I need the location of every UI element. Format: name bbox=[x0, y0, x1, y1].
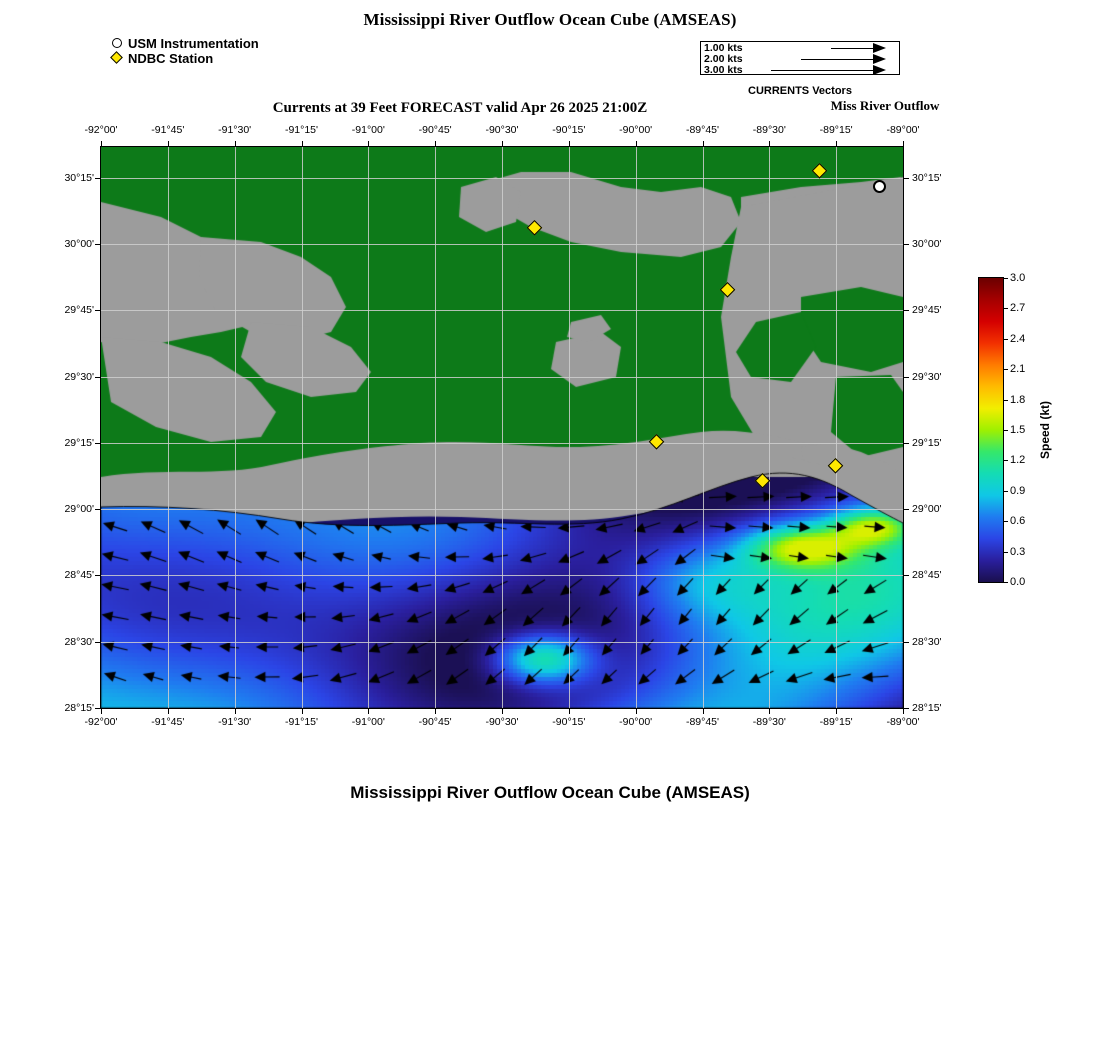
page-title: Mississippi River Outflow Ocean Cube (AMSEAS) bbox=[363, 10, 737, 29]
y-axis-tick-label: 30°15' bbox=[912, 171, 942, 184]
x-axis-tick-mark bbox=[302, 709, 303, 714]
x-axis-tick-label: -91°15' bbox=[284, 716, 319, 728]
colorbar-tick-mark bbox=[1004, 339, 1008, 340]
colorbar-tick-mark bbox=[1004, 400, 1008, 401]
x-axis-tick-mark bbox=[168, 141, 169, 146]
y-axis-tick-mark bbox=[95, 443, 100, 444]
gridline-vertical bbox=[769, 147, 770, 708]
y-axis-tick-mark bbox=[95, 509, 100, 510]
x-axis-tick-label: -90°15' bbox=[552, 124, 586, 136]
x-axis-tick-mark bbox=[435, 141, 436, 146]
vector-key-label-3: 3.00 kts bbox=[704, 64, 743, 76]
x-axis-tick-mark bbox=[235, 709, 236, 714]
x-axis-tick-label: -91°45' bbox=[151, 124, 185, 136]
y-axis-tick-label: 30°00' bbox=[912, 238, 942, 251]
y-axis-tick-label: 29°00' bbox=[64, 503, 94, 516]
legend-label-usm: USM Instrumentation bbox=[128, 36, 259, 51]
x-axis-tick-mark bbox=[836, 141, 837, 146]
x-axis-tick-label: -90°00' bbox=[619, 716, 653, 728]
gridline-vertical bbox=[368, 147, 369, 708]
y-axis-tick-label: 29°15' bbox=[912, 436, 942, 449]
legend-item-ndbc bbox=[110, 51, 259, 66]
colorbar-tick-label: 2.1 bbox=[1010, 363, 1026, 376]
x-axis-tick-label: -91°30' bbox=[218, 124, 252, 136]
y-axis-tick-label: 30°15' bbox=[64, 171, 94, 184]
gridline-horizontal bbox=[101, 244, 903, 245]
station-legend bbox=[110, 36, 259, 66]
gridline-vertical bbox=[636, 147, 637, 708]
y-axis-tick-label: 28°15' bbox=[64, 702, 94, 714]
colorbar-tick-label: 2.7 bbox=[1010, 302, 1026, 315]
y-axis-tick-mark bbox=[904, 443, 909, 444]
x-axis-tick-label: -89°15' bbox=[819, 124, 853, 136]
colorbar-tick-label: 1.8 bbox=[1010, 393, 1026, 406]
x-axis-tick-label: -90°15' bbox=[552, 716, 586, 728]
x-axis-tick-mark bbox=[636, 141, 637, 146]
x-axis-tick-label: -91°00' bbox=[351, 124, 385, 136]
x-axis-tick-label: -90°00' bbox=[619, 124, 653, 136]
colorbar-tick-label: 0.3 bbox=[1010, 545, 1026, 558]
x-axis-tick-label: -90°45' bbox=[418, 716, 452, 728]
x-axis-tick-label: -90°30' bbox=[485, 716, 519, 728]
circle-marker-icon bbox=[110, 36, 128, 51]
gridline-vertical bbox=[703, 147, 704, 708]
vector-scale-key bbox=[700, 41, 900, 75]
legend-label-ndbc: NDBC Station bbox=[128, 51, 214, 66]
y-axis-tick-mark bbox=[904, 642, 909, 643]
x-axis-tick-mark bbox=[569, 141, 570, 146]
x-axis-tick-mark bbox=[368, 141, 369, 146]
y-axis-tick-mark bbox=[95, 642, 100, 643]
colorbar-tick-mark bbox=[1004, 552, 1008, 553]
y-axis-tick-mark bbox=[904, 509, 909, 510]
colorbar-gradient bbox=[978, 277, 1004, 583]
y-axis-tick-label: 29°30' bbox=[64, 370, 94, 383]
gridline-vertical bbox=[302, 147, 303, 708]
colorbar-tick-mark bbox=[1004, 278, 1008, 279]
colorbar-tick-label: 0.6 bbox=[1010, 515, 1026, 528]
gridline-horizontal bbox=[101, 443, 903, 444]
x-axis-tick-label: -89°30' bbox=[752, 124, 786, 136]
y-axis-tick-mark bbox=[95, 575, 100, 576]
x-axis-tick-mark bbox=[569, 709, 570, 714]
legend-item-usm bbox=[110, 36, 259, 51]
gridline-vertical bbox=[836, 147, 837, 708]
y-axis-tick-mark bbox=[904, 178, 909, 179]
colorbar-tick-label: 0.9 bbox=[1010, 484, 1026, 497]
colorbar-tick-mark bbox=[1004, 491, 1008, 492]
product-label: Miss River Outflow bbox=[830, 98, 940, 113]
x-axis-tick-mark bbox=[636, 709, 637, 714]
usm-instrumentation-marker[interactable] bbox=[873, 180, 886, 193]
x-axis-tick-mark bbox=[435, 709, 436, 714]
x-axis-tick-label: -91°45' bbox=[151, 716, 185, 728]
y-axis-tick-label: 28°45' bbox=[64, 569, 94, 582]
x-axis-tick-label: -90°45' bbox=[418, 124, 452, 136]
x-axis-tick-label: -91°00' bbox=[351, 716, 385, 728]
gridline-horizontal bbox=[101, 575, 903, 576]
gridline-vertical bbox=[235, 147, 236, 708]
x-axis-tick-mark bbox=[235, 141, 236, 146]
gridline-horizontal bbox=[101, 509, 903, 510]
map-plot-area[interactable] bbox=[100, 146, 904, 709]
y-axis-tick-label: 29°45' bbox=[912, 304, 942, 317]
gridline-horizontal bbox=[101, 642, 903, 643]
y-axis-tick-mark bbox=[904, 708, 909, 709]
colorbar-tick-mark bbox=[1004, 582, 1008, 583]
y-axis-tick-label: 29°45' bbox=[64, 304, 94, 317]
x-axis-tick-mark bbox=[101, 141, 102, 146]
colorbar-tick-mark bbox=[1004, 369, 1008, 370]
gridline-vertical bbox=[569, 147, 570, 708]
colorbar-tick-label: 1.2 bbox=[1010, 454, 1026, 467]
y-axis-tick-label: 29°00' bbox=[912, 503, 942, 516]
x-axis-tick-label: -89°30' bbox=[752, 716, 786, 728]
y-axis-tick-mark bbox=[95, 377, 100, 378]
x-axis-tick-label: -91°15' bbox=[284, 124, 319, 136]
x-axis-tick-mark bbox=[502, 141, 503, 146]
x-axis-tick-mark bbox=[302, 141, 303, 146]
y-axis-tick-mark bbox=[95, 178, 100, 179]
x-axis-tick-label: -92°00' bbox=[84, 124, 118, 136]
x-axis-tick-mark bbox=[903, 709, 904, 714]
y-axis-tick-label: 28°45' bbox=[912, 569, 942, 582]
colorbar-tick-label: 0.0 bbox=[1010, 576, 1026, 588]
x-axis-tick-mark bbox=[703, 709, 704, 714]
y-axis-tick-mark bbox=[904, 310, 909, 311]
colorbar-tick-mark bbox=[1004, 430, 1008, 431]
x-axis-tick-mark bbox=[903, 141, 904, 146]
vector-key-row-3 bbox=[701, 65, 901, 76]
x-axis-tick-mark bbox=[703, 141, 704, 146]
vector-key-label-1: 1.00 kts bbox=[704, 42, 743, 54]
x-axis-tick-mark bbox=[836, 709, 837, 714]
x-axis-tick-label: -89°45' bbox=[685, 716, 720, 728]
gridline-horizontal bbox=[101, 178, 903, 179]
x-axis-tick-label: -89°15' bbox=[819, 716, 853, 728]
y-axis-tick-mark bbox=[904, 377, 909, 378]
vector-key-caption: CURRENTS Vectors bbox=[748, 85, 852, 97]
gridline-vertical bbox=[435, 147, 436, 708]
y-axis-tick-label: 28°30' bbox=[64, 635, 94, 648]
gridline-horizontal bbox=[101, 377, 903, 378]
x-axis-tick-label: -89°00' bbox=[886, 716, 920, 728]
map-subtitle: Currents at 39 Feet FORECAST valid Apr 26 2025 21:00Z bbox=[272, 100, 648, 116]
vector-key-label-2: 2.00 kts bbox=[704, 53, 743, 65]
x-axis-tick-mark bbox=[769, 141, 770, 146]
colorbar-tick-label: 3.0 bbox=[1010, 272, 1026, 284]
x-axis-tick-mark bbox=[502, 709, 503, 714]
colorbar-title: Speed (kt) bbox=[1038, 400, 1052, 460]
y-axis-tick-mark bbox=[904, 244, 909, 245]
y-axis-tick-label: 28°30' bbox=[912, 635, 942, 648]
x-axis-tick-mark bbox=[368, 709, 369, 714]
x-axis-tick-label: -89°00' bbox=[886, 124, 920, 136]
gridline-vertical bbox=[168, 147, 169, 708]
y-axis-tick-mark bbox=[904, 575, 909, 576]
x-axis-tick-label: -90°30' bbox=[485, 124, 519, 136]
bottom-title: Mississippi River Outflow Ocean Cube (AMSEAS) bbox=[350, 783, 750, 802]
gridline-horizontal bbox=[101, 310, 903, 311]
x-axis-tick-mark bbox=[769, 709, 770, 714]
y-axis-tick-mark bbox=[95, 310, 100, 311]
diamond-marker-icon bbox=[110, 51, 128, 66]
gridline-vertical bbox=[502, 147, 503, 708]
x-axis-tick-label: -89°45' bbox=[685, 124, 720, 136]
y-axis-tick-label: 29°30' bbox=[912, 370, 942, 383]
x-axis-tick-label: -92°00' bbox=[84, 716, 118, 728]
y-axis-tick-label: 30°00' bbox=[64, 238, 94, 251]
colorbar-tick-mark bbox=[1004, 460, 1008, 461]
y-axis-tick-mark bbox=[95, 708, 100, 709]
colorbar-tick-mark bbox=[1004, 308, 1008, 309]
y-axis-tick-label: 28°15' bbox=[912, 702, 942, 714]
y-axis-tick-label: 29°15' bbox=[64, 436, 94, 449]
x-axis-tick-mark bbox=[168, 709, 169, 714]
y-axis-tick-mark bbox=[95, 244, 100, 245]
colorbar-tick-label: 2.4 bbox=[1010, 332, 1026, 345]
colorbar-tick-mark bbox=[1004, 521, 1008, 522]
colorbar-tick-label: 1.5 bbox=[1010, 424, 1026, 436]
x-axis-tick-label: -91°30' bbox=[218, 716, 252, 728]
x-axis-tick-mark bbox=[101, 709, 102, 714]
